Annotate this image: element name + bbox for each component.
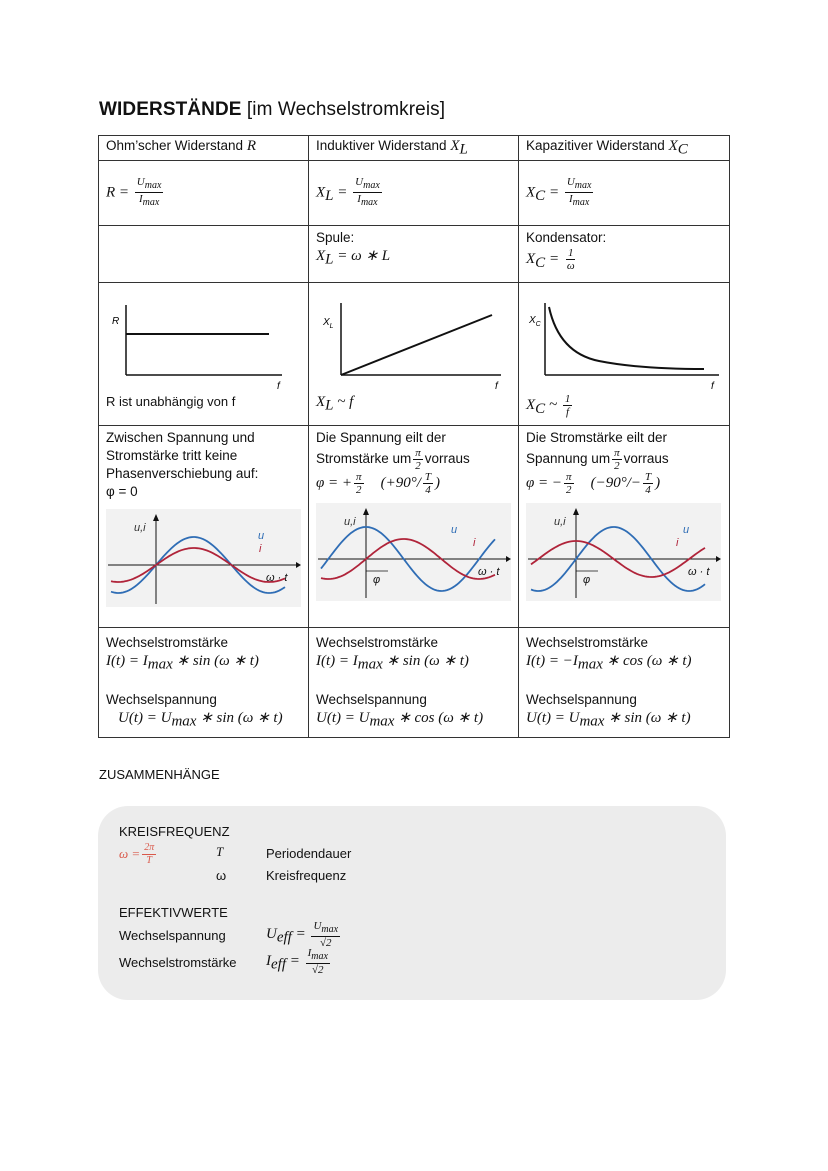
u-eff-formula: $U_{eff}$ = $\frac{U_{max}}{√2}$	[266, 920, 339, 950]
phase-induktiv: Die Spannung eilt der Stromstärke um $\frac{\pi}{2}$ vorraus φ = + $\frac{\pi}{2}$ (+90°/ $\frac{T}{4}$ ) u,i u i φ ω · t	[309, 425, 519, 627]
time-induktiv: Wechselstromstärke $I(t) = I_{max}$ ∗ sin (ω ∗ t) Wechselspannung $U(t) = U_{max}$ ∗ cos (ω ∗ t)	[309, 627, 519, 737]
period-label: Periodendauer	[266, 846, 352, 861]
kreisfrequenz-heading: KREISFREQUENZ	[119, 824, 230, 839]
svg-text:u: u	[683, 523, 690, 536]
phase-ohm: Zwischen Spannung und Stromstärke tritt keine Phasenverschiebung auf: φ = 0 u,i u i ω · t	[99, 425, 309, 627]
header-kapazitiv: Kapazitiver Widerstand $X_C$	[519, 136, 730, 161]
svg-text:XL: $X_L$	[323, 316, 334, 330]
svg-text:ω · t: ω · t	[478, 565, 500, 578]
resistance-table	[98, 135, 730, 738]
graph-row	[99, 282, 730, 425]
def-induktiv: Spule: $X_L = \omega$ ∗ L	[309, 225, 519, 282]
svg-text:u,i: u,i	[344, 515, 356, 528]
xl-vs-f-graph	[309, 283, 518, 393]
header-induktiv: Induktiver Widerstand $X_L$	[309, 136, 519, 161]
time-formula-row	[99, 627, 730, 737]
wave-diagram-ohm	[106, 509, 301, 607]
graph-ohm	[99, 282, 309, 425]
graph-kapazitiv	[519, 282, 730, 425]
omega-formula: ω = $\frac{2\pi}{T}$	[119, 842, 155, 866]
formula-row	[99, 160, 730, 225]
svg-text:ω · t: ω · t	[266, 571, 288, 584]
svg-text:XC: $X_C$	[529, 314, 541, 328]
formula-ohm: R = $\frac{U_{max}}{I_{max}}$	[99, 160, 309, 225]
svg-text:ω · t: ω · t	[688, 565, 710, 578]
svg-text:R: R	[112, 315, 120, 327]
xc-vs-f-graph	[519, 283, 729, 393]
wave-diagram-induktiv	[316, 503, 511, 601]
def-ohm	[99, 225, 309, 282]
svg-text:f: f	[495, 380, 498, 392]
phase-kapazitiv: Die Stromstärke eilt der Spannung um $\frac{\pi}{2}$ vorraus φ = − $\frac{\pi}{2}$ (−90°/− $\frac{T}{4}$ ) u,i u i φ ω · t	[519, 425, 730, 627]
svg-text:u,i: u,i	[134, 521, 146, 534]
svg-text:φ: φ	[583, 573, 591, 586]
i-eff-label: Wechselstromstärke	[119, 955, 237, 970]
svg-text:u,i: u,i	[554, 515, 566, 528]
svg-text:i: i	[259, 542, 262, 555]
page-title	[99, 99, 445, 121]
phase-row	[99, 425, 730, 627]
u-eff-label: Wechselspannung	[119, 928, 226, 943]
graph-induktiv	[309, 282, 519, 425]
i-eff-formula: $I_{eff}$ = $\frac{I_{max}}{√2}$	[266, 947, 328, 977]
svg-text:f: f	[711, 380, 714, 392]
omega-symbol: ω	[216, 868, 227, 883]
time-ohm: Wechselstromstärke $I(t) = I_{max}$ ∗ sin (ω ∗ t) Wechselspannung $U(t) = U_{max}$ ∗ sin (ω ∗ t)	[99, 627, 309, 737]
header-row	[99, 136, 730, 161]
wave-diagram-kapazitiv	[526, 503, 721, 601]
graph-caption-kapazitiv: $X_C$ ~ $\frac{1}{f}$	[526, 392, 571, 418]
period-symbol: T	[216, 844, 224, 859]
section-heading-zusammenhaenge: ZUSAMMENHÄNGE	[99, 767, 220, 782]
formula-induktiv: $X_L$ = $\frac{U_{max}}{I_{max}}$	[309, 160, 519, 225]
title-bold: WIDERSTÄNDE	[99, 99, 242, 120]
r-vs-f-graph	[99, 283, 308, 393]
graph-caption-ohm: R ist unabhängig von f	[106, 393, 236, 409]
graph-caption-induktiv: $X_L$ ~ f	[316, 393, 354, 414]
omega-label: Kreisfrequenz	[266, 868, 347, 883]
svg-text:φ: φ	[373, 573, 381, 586]
title-rest: [im Wechselstromkreis]	[241, 99, 446, 120]
svg-text:u: u	[258, 529, 265, 542]
svg-text:u: u	[451, 523, 458, 536]
effektivwerte-heading: EFFEKTIVWERTE	[119, 905, 228, 920]
relations-box	[98, 806, 726, 1000]
svg-text:i: i	[676, 536, 679, 549]
svg-text:i: i	[473, 536, 476, 549]
header-ohm: Ohm’scher Widerstand R	[99, 136, 309, 161]
def-kapazitiv: Kondensator: $X_C$ = $\frac{1}{\omega}$	[519, 225, 730, 282]
formula-kapazitiv: $X_C$ = $\frac{U_{max}}{I_{max}}$	[519, 160, 730, 225]
definition-row	[99, 225, 730, 282]
svg-text:f: f	[277, 380, 280, 392]
time-kapazitiv: Wechselstromstärke $I(t) = -I_{max}$ ∗ cos (ω ∗ t) Wechselspannung $U(t) = U_{max}$ ∗ sin (ω ∗ t)	[519, 627, 730, 737]
